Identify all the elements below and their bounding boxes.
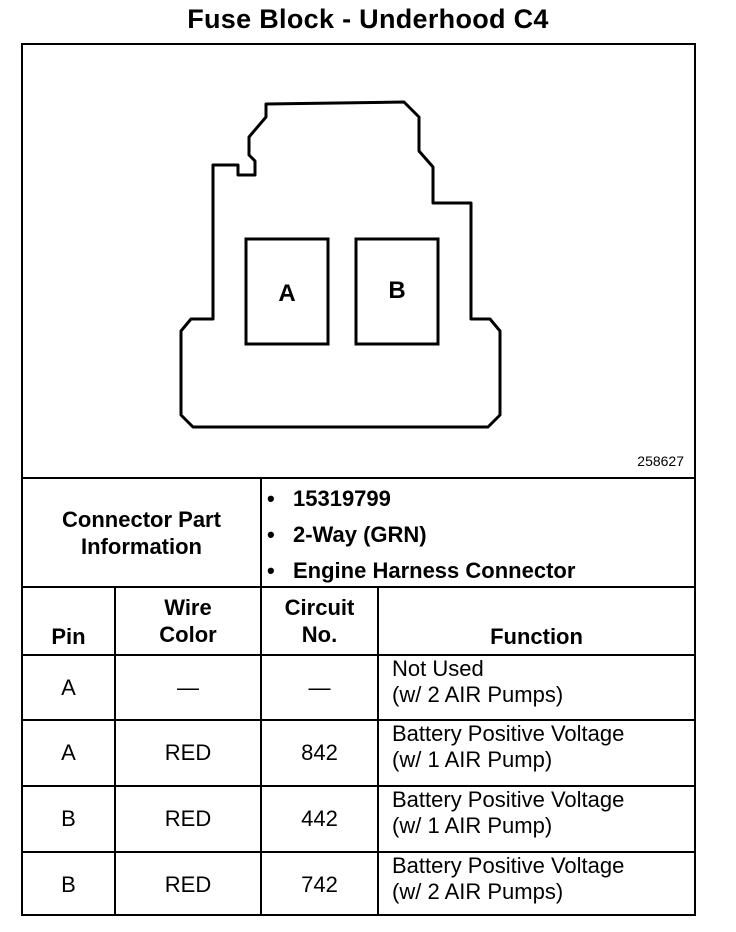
row4-function — [379, 853, 694, 916]
row2-function-line1: Battery Positive Voltage — [392, 721, 625, 746]
part-number: 15319799 — [293, 486, 391, 511]
bullet-icon: • — [267, 558, 275, 583]
row3-circuit: 442 — [301, 806, 338, 831]
row1-pin: A — [61, 674, 76, 700]
row3-function-line2: (w/ 1 AIR Pump) — [392, 813, 553, 838]
row2-pin: A — [61, 740, 76, 765]
list-item — [263, 553, 693, 589]
row1-circuit: — — [308, 674, 331, 700]
bullet-icon: • — [267, 486, 275, 511]
row2-wire-color: RED — [164, 740, 212, 765]
connector-sheet — [21, 43, 696, 916]
row1-function-line2: (w/ 2 AIR Pumps) — [392, 682, 564, 707]
list-item — [263, 517, 693, 553]
row1-function — [379, 656, 694, 719]
page-title: Fuse Block - Underhood C4 — [187, 4, 549, 34]
header-wire-color-line2: Color — [159, 622, 217, 647]
header-wire-color-line1: Wire — [164, 595, 212, 620]
row4-wire-color: RED — [164, 871, 212, 897]
diagram-id: 258627 — [637, 453, 684, 469]
connector-info-label-line2: Information — [81, 533, 202, 559]
row2-circuit: 842 — [301, 740, 338, 765]
row4-pin: B — [61, 871, 76, 897]
header-circuit-line1: Circuit — [284, 595, 355, 620]
row2-function — [379, 721, 694, 785]
row3-function — [379, 787, 694, 851]
connector-face-diagram — [23, 45, 694, 475]
header-function-text: Function — [490, 624, 583, 649]
header-pin — [23, 588, 114, 654]
connector-info-label — [23, 479, 260, 586]
connector-type: 2-Way (GRN) — [293, 522, 427, 547]
row4-function-line1: Battery Positive Voltage — [392, 853, 625, 878]
header-pin-text: Pin — [51, 624, 86, 649]
row3-function-line1: Battery Positive Voltage — [392, 787, 625, 812]
connector-outline — [181, 102, 500, 427]
row3-pin: B — [61, 806, 76, 831]
header-circuit-line2: No. — [301, 622, 338, 647]
header-circuit — [262, 588, 377, 654]
row4-circuit: 742 — [301, 871, 338, 897]
header-function — [379, 588, 694, 654]
bullet-icon: • — [267, 522, 275, 547]
connector-info-list — [263, 481, 693, 589]
row3-wire-color: RED — [164, 806, 212, 831]
row4-function-line2: (w/ 2 AIR Pumps) — [392, 879, 564, 904]
connector-harness: Engine Harness Connector — [293, 558, 576, 583]
list-item — [263, 481, 693, 517]
row1-wire-color: — — [177, 674, 199, 700]
pin-b-label: B — [388, 277, 406, 304]
row2-function-line2: (w/ 1 AIR Pump) — [392, 747, 553, 772]
row1-function-line1: Not Used — [392, 656, 484, 681]
pin-a-label: A — [278, 280, 296, 307]
connector-info-label-line1: Connector Part — [62, 506, 221, 532]
header-wire-color — [116, 588, 260, 654]
